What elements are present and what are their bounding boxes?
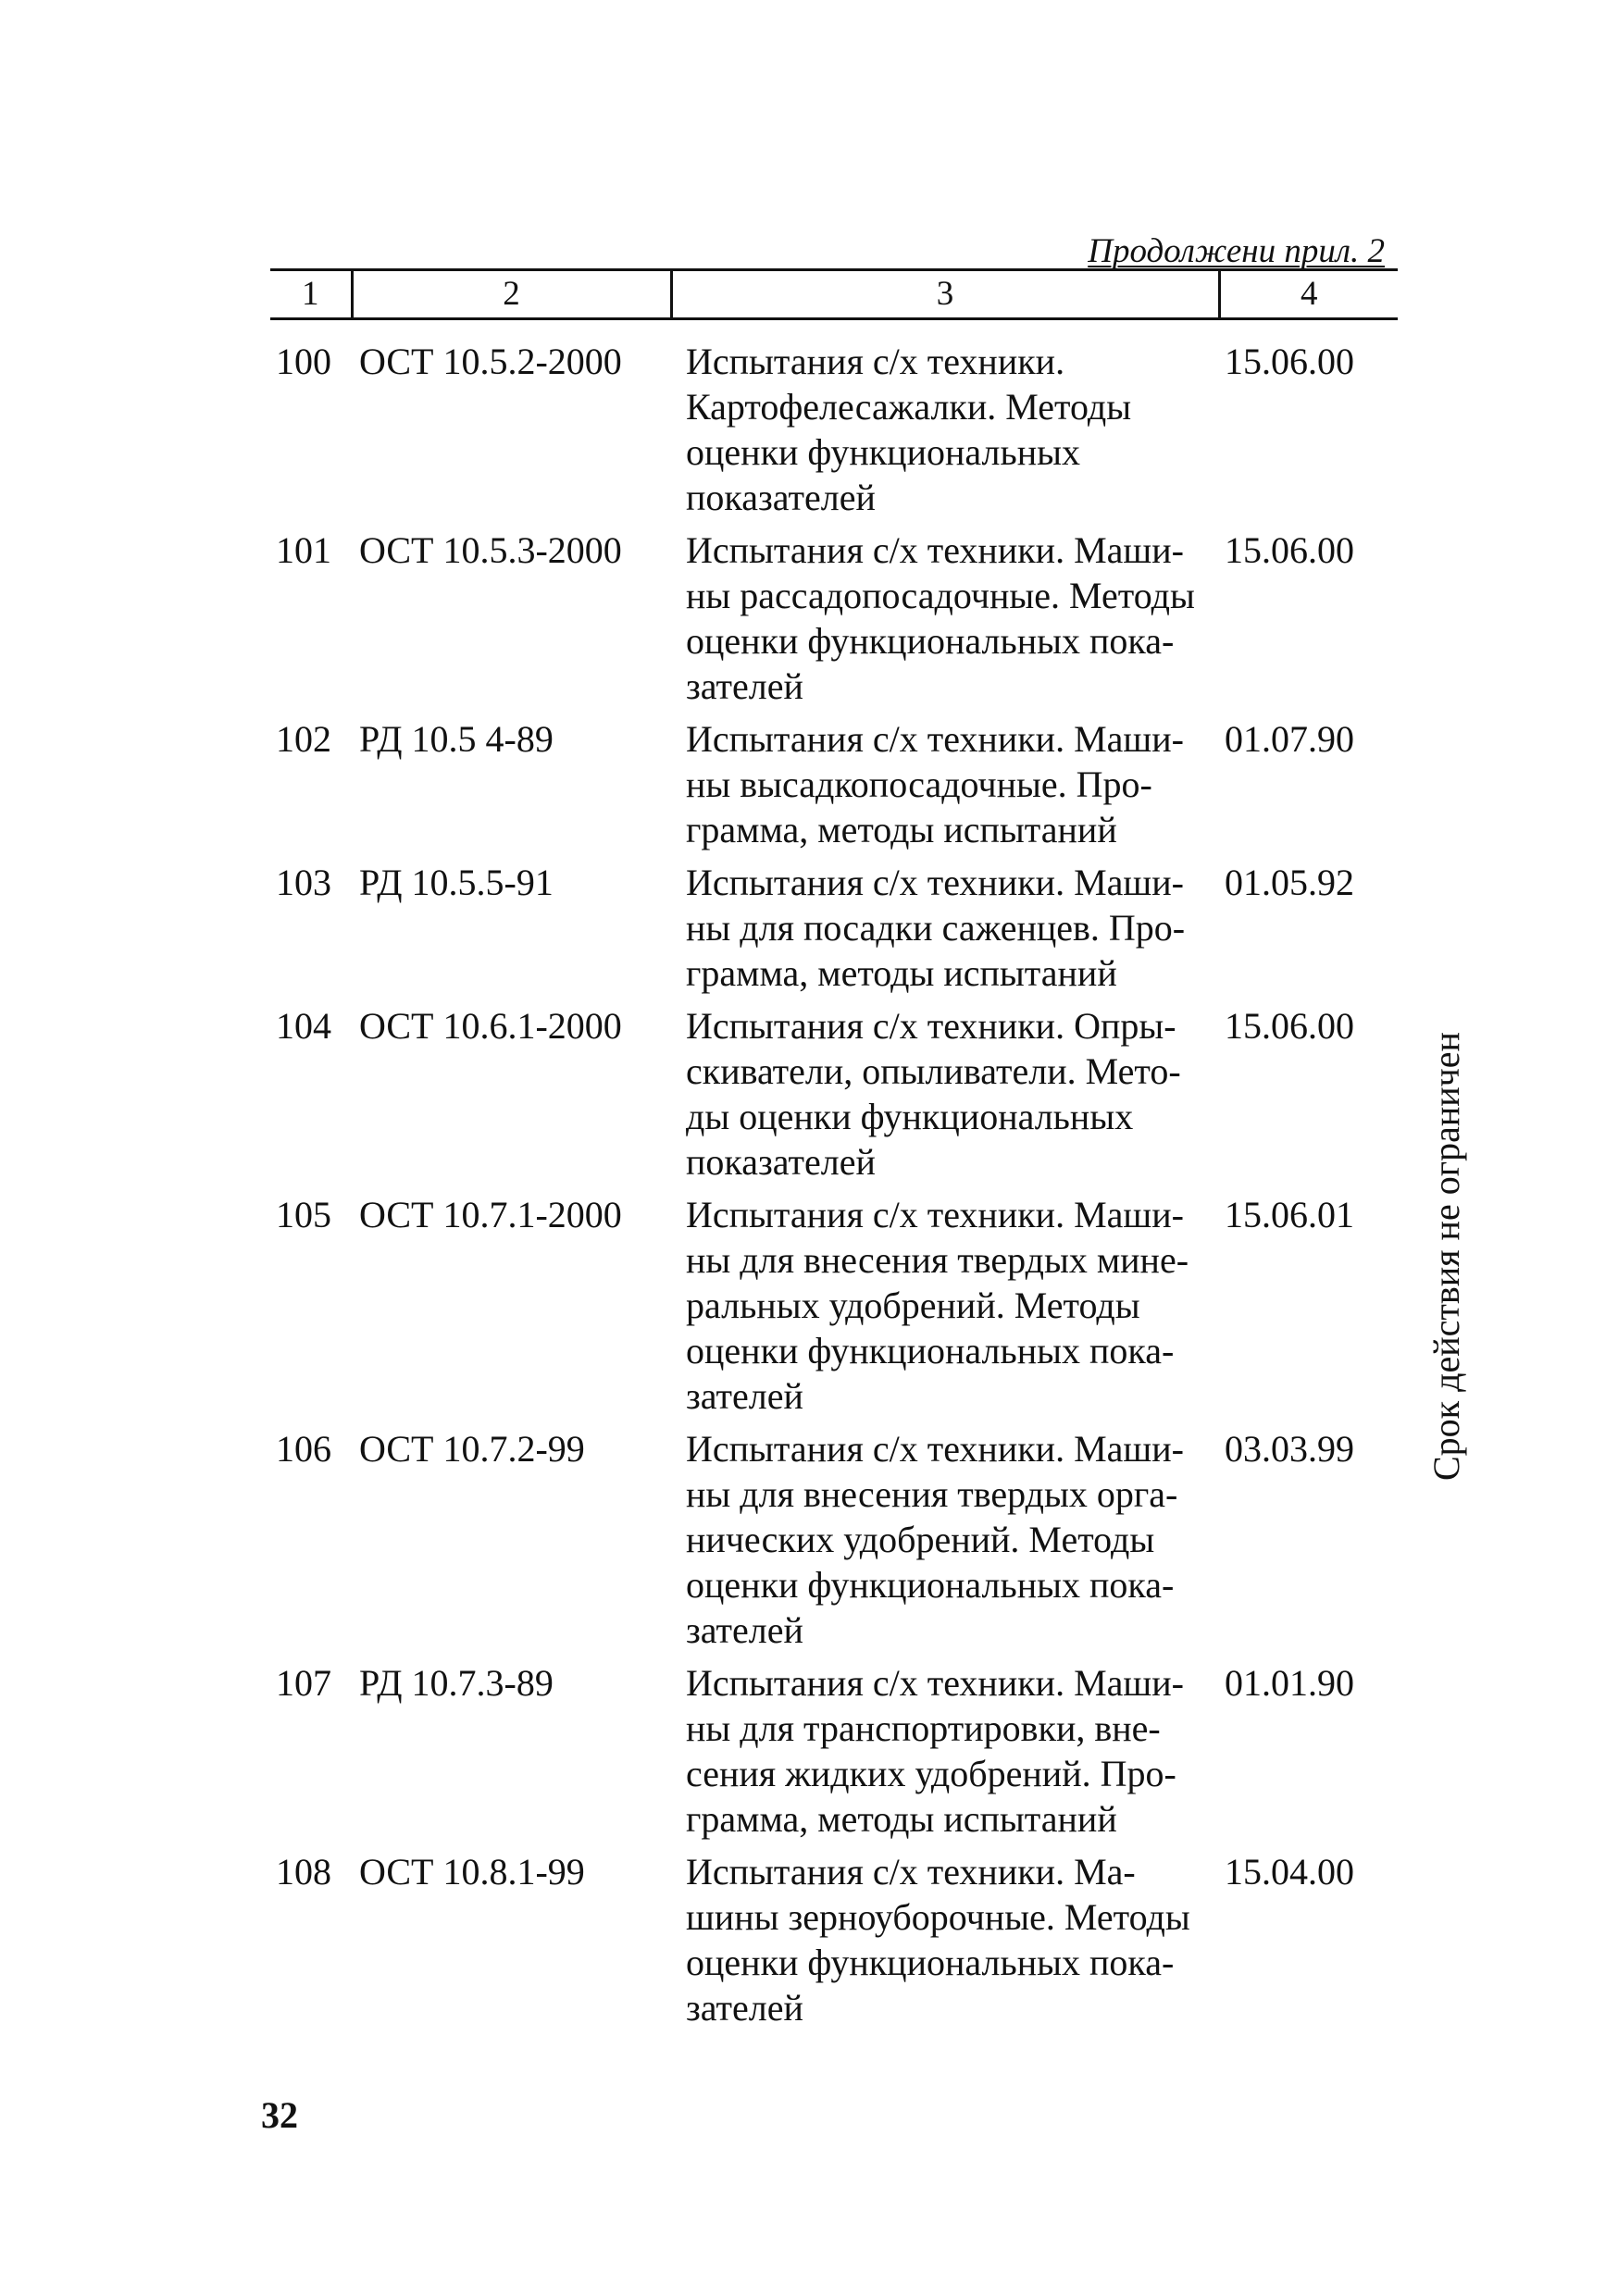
standard-code: РД 10.7.3-89 [359, 1662, 554, 1704]
table-row [270, 709, 1398, 852]
standard-code: ОСТ 10.5.2-2000 [359, 341, 622, 382]
effective-date: 01.07.90 [1225, 718, 1354, 760]
row-number: 108 [276, 1851, 331, 1893]
header-col-1: 1 [270, 270, 352, 319]
standard-description: Испытания с/х техники. Ма- шины зерноуборочные. Методы оценки функциональных пока- зателей [686, 1851, 1190, 2029]
standard-code: ОСТ 10.6.1-2000 [359, 1005, 622, 1047]
header-col-3: 3 [671, 270, 1219, 319]
standard-description: Испытания с/х техники. Маши- ны для внесения твердых орга- нических удобрений. Методы оценки функциональных пока- зателей [686, 1428, 1184, 1651]
standard-description: Испытания с/х техники. Маши- ны для посадки саженцев. Про- грамма, методы испытаний [686, 862, 1186, 994]
standard-description: Испытания с/х техники. Маши- ны рассадопосадочные. Методы оценки функциональных пока- зателей [686, 529, 1195, 707]
table-row [270, 852, 1398, 996]
row-number: 105 [276, 1194, 331, 1235]
effective-date: 01.05.92 [1225, 862, 1354, 903]
table-row [270, 1419, 1398, 1653]
standard-description: Испытания с/х техники. Маши- ны для внесения твердых мине- ральных удобрений. Методы оценки функциональных пока- зателей [686, 1194, 1189, 1417]
table-row [270, 319, 1398, 521]
effective-date: 15.06.00 [1225, 529, 1354, 571]
table-row [270, 1842, 1398, 2030]
header-col-4: 4 [1219, 270, 1398, 319]
table-row [270, 1185, 1398, 1419]
row-number: 100 [276, 341, 331, 382]
effective-date: 15.06.00 [1225, 341, 1354, 382]
effective-date: 15.06.01 [1225, 1194, 1354, 1235]
effective-date: 15.06.00 [1225, 1005, 1354, 1047]
standard-description: Испытания с/х техники. Опры- скиватели, опыливатели. Мето- ды оценки функциональных показателей [686, 1005, 1181, 1183]
standard-code: ОСТ 10.7.1-2000 [359, 1194, 622, 1235]
row-number: 106 [276, 1428, 331, 1470]
table-row [270, 996, 1398, 1185]
header-col-2: 2 [352, 270, 671, 319]
row-number: 102 [276, 718, 331, 760]
standard-description: Испытания с/х техники. Маши- ны высадкопосадочные. Про- грамма, методы испытаний [686, 718, 1184, 850]
table-row [270, 520, 1398, 709]
standard-code: РД 10.5.5-91 [359, 862, 554, 903]
row-number: 104 [276, 1005, 331, 1047]
row-number: 103 [276, 862, 331, 903]
effective-date: 03.03.99 [1225, 1428, 1354, 1470]
standard-code: РД 10.5 4-89 [359, 718, 554, 760]
standard-description: Испытания с/х техники. Картофелесажалки. Методы оценки функциональных показателей [686, 341, 1132, 518]
effective-date: 15.04.00 [1225, 1851, 1354, 1893]
standard-description: Испытания с/х техники. Маши- ны для транспортировки, вне- сения жидких удобрений. Про- грамма, методы испытаний [686, 1662, 1184, 1840]
standards-table [270, 268, 1398, 2030]
table-header [270, 270, 1398, 319]
row-number: 101 [276, 529, 331, 571]
continuation-label: Продолжени прил. 2 [1088, 232, 1385, 270]
standard-code: ОСТ 10.7.2-99 [359, 1428, 585, 1470]
header-row [270, 270, 1398, 319]
page-number: 32 [261, 2094, 298, 2136]
effective-date: 01.01.90 [1225, 1662, 1354, 1704]
row-number: 107 [276, 1662, 331, 1704]
table-row [270, 1653, 1398, 1842]
standard-code: ОСТ 10.5.3-2000 [359, 529, 622, 571]
table-body [270, 319, 1398, 2031]
standard-code: ОСТ 10.8.1-99 [359, 1851, 585, 1893]
validity-side-note: Срок действия не ограничен [1425, 1032, 1467, 1481]
